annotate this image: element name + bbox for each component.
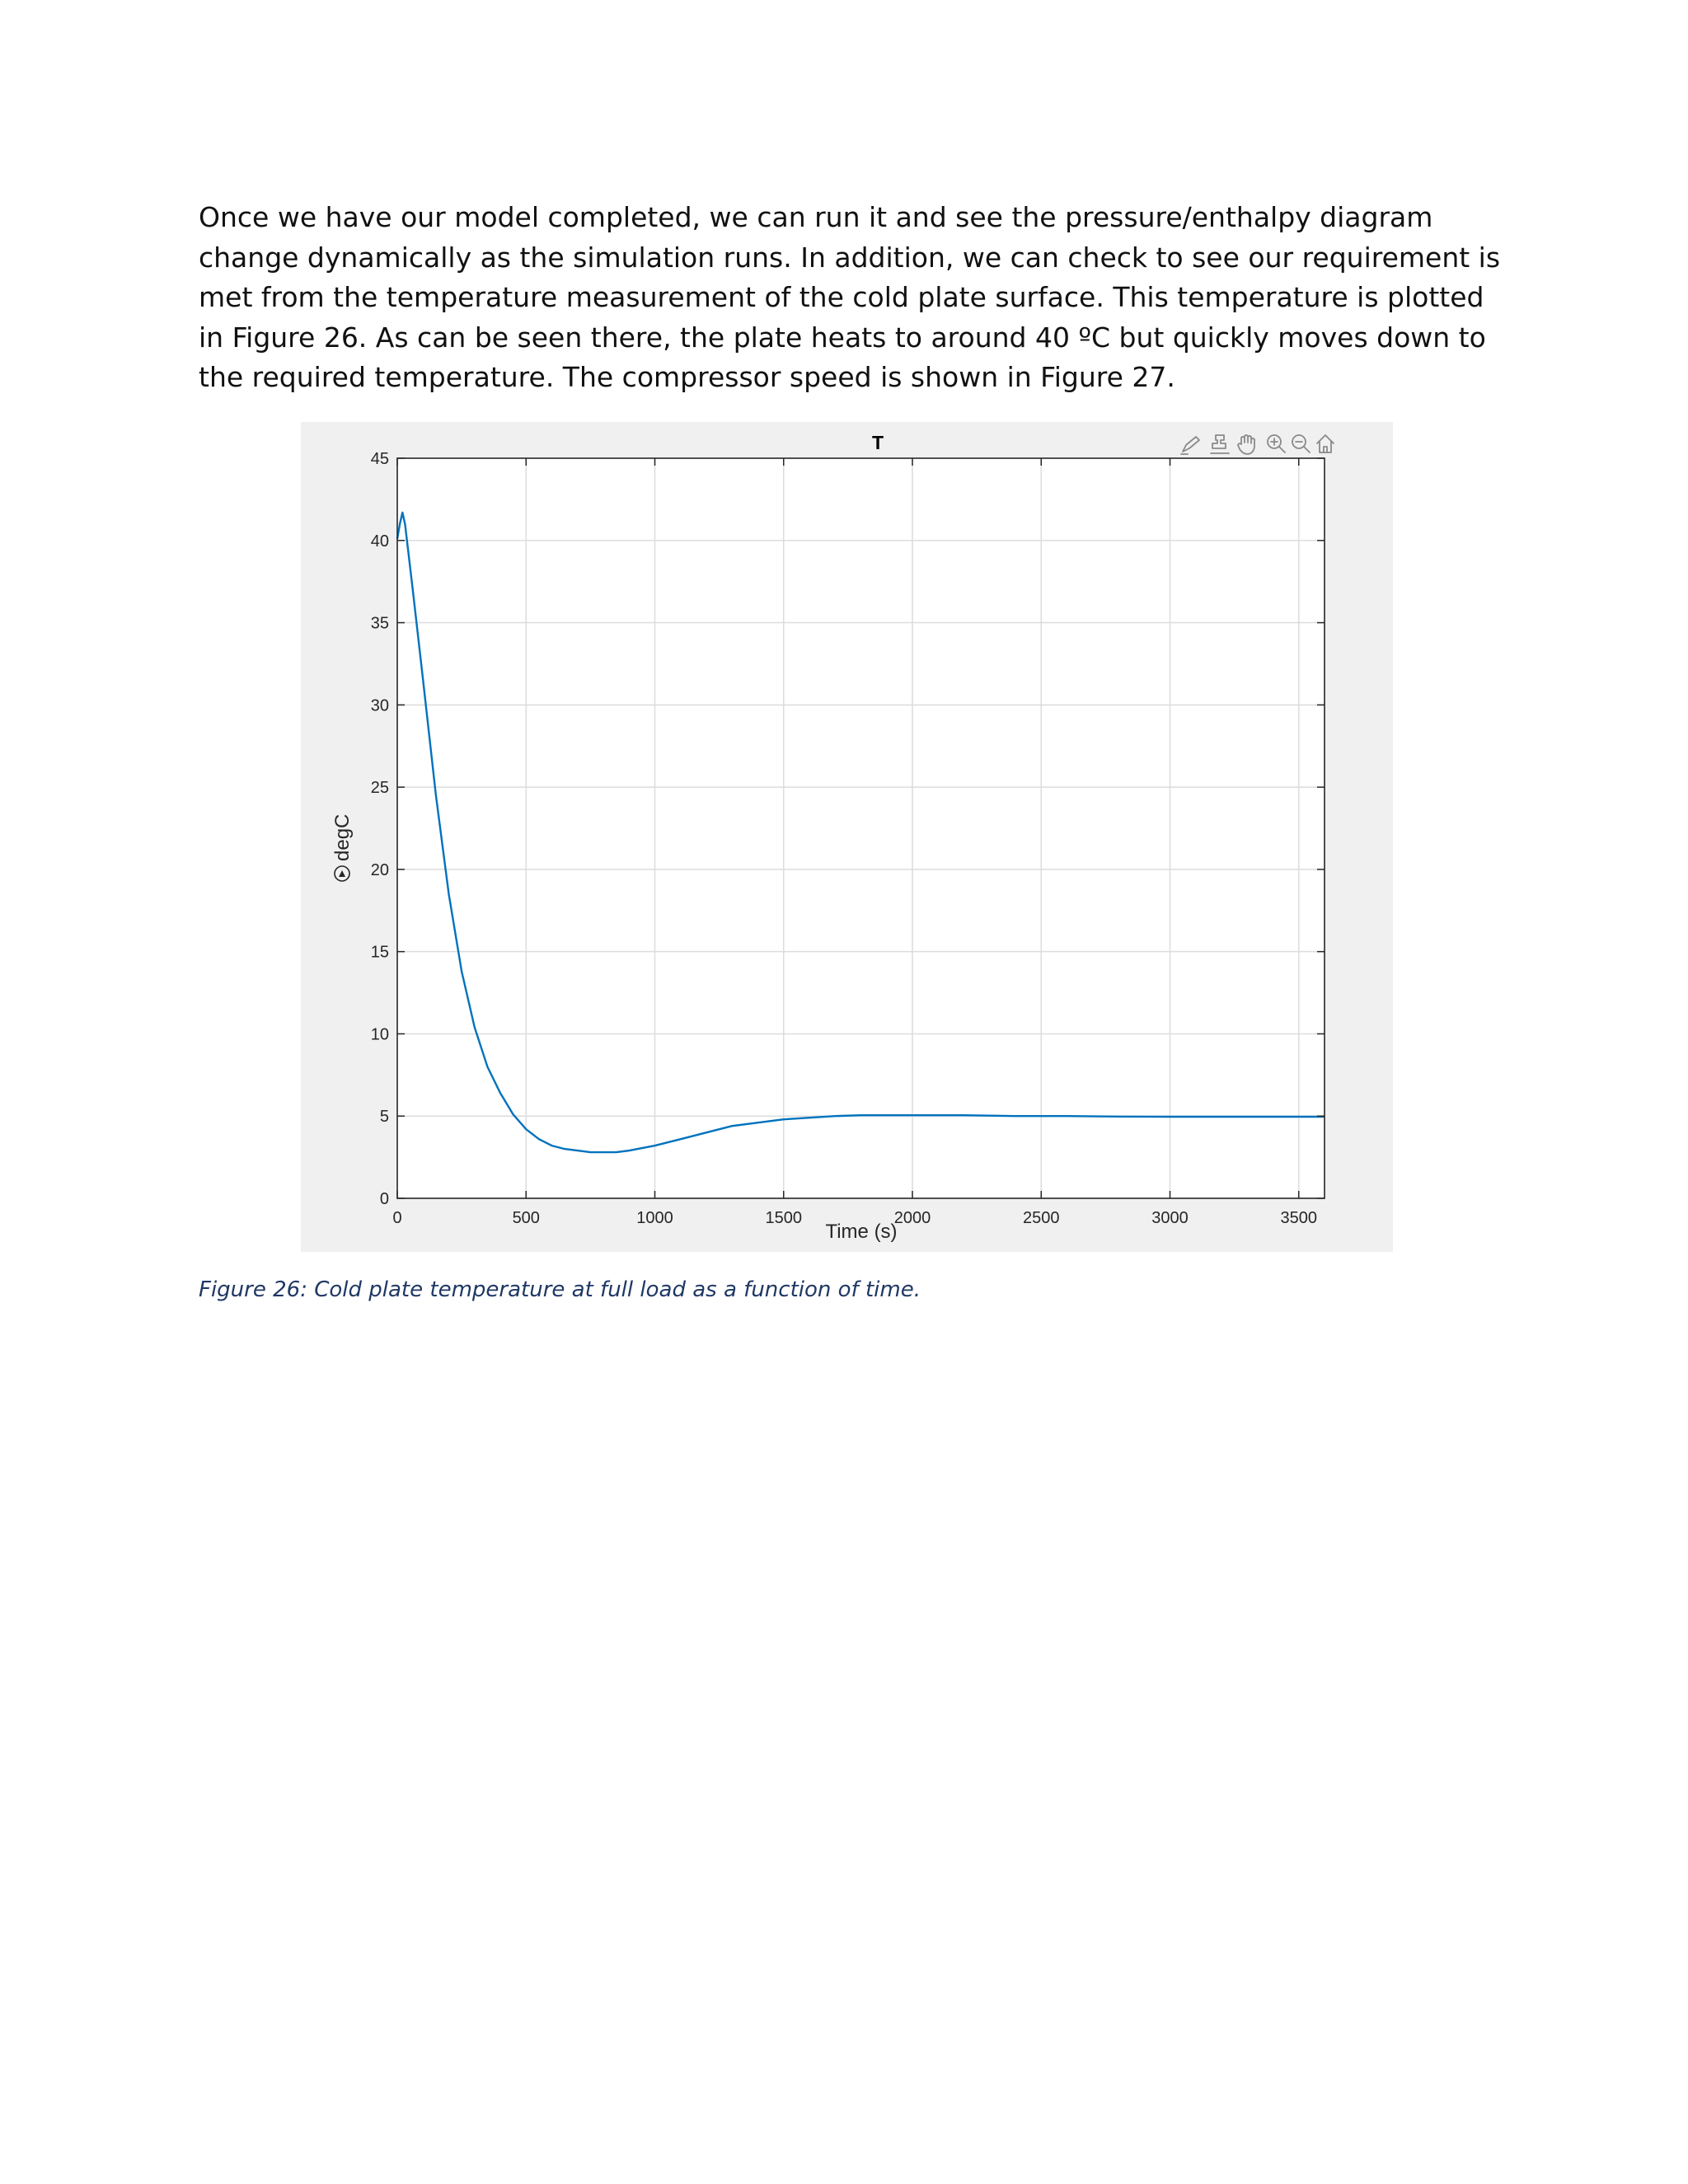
- figure-panel: [301, 422, 1393, 1252]
- y-tick-label: 45: [370, 450, 389, 468]
- y-tick-label: 5: [379, 1108, 389, 1127]
- brush-icon[interactable]: [1181, 437, 1199, 454]
- y-tick-label: 15: [370, 943, 389, 962]
- y-tick-label: 30: [370, 696, 389, 715]
- x-tick-label: 0: [392, 1209, 402, 1227]
- x-tick-label: 1000: [636, 1209, 673, 1227]
- y-tick-label: 40: [370, 532, 389, 551]
- zoom-out-icon[interactable]: [1292, 435, 1310, 452]
- y-axis-label-group[interactable]: [331, 814, 354, 881]
- x-tick-label: 3000: [1151, 1209, 1189, 1227]
- y-tick-label: 25: [370, 779, 389, 798]
- y-tick-label: 0: [379, 1190, 389, 1208]
- data-tips-icon[interactable]: [1211, 435, 1229, 453]
- y-tick-label: 35: [370, 614, 389, 633]
- y-axis-label: degC: [331, 813, 354, 861]
- plot-area[interactable]: [397, 458, 1325, 1198]
- chart-title: T: [871, 432, 884, 453]
- y-tick-label: 10: [370, 1025, 389, 1044]
- y-tick-label: 20: [370, 860, 389, 879]
- x-tick-label: 500: [512, 1209, 540, 1227]
- temperature-chart[interactable]: [301, 422, 1393, 1252]
- x-tick-label: 2500: [1023, 1209, 1060, 1227]
- x-tick-label: 3500: [1280, 1209, 1317, 1227]
- axes-toolbar: [1181, 435, 1334, 454]
- x-tick-label: 1500: [765, 1209, 802, 1227]
- zoom-in-icon[interactable]: [1268, 435, 1285, 452]
- pan-hand-icon[interactable]: [1238, 435, 1254, 454]
- x-axis-label: Time (s): [825, 1221, 898, 1243]
- home-icon[interactable]: [1317, 435, 1334, 452]
- body-paragraph: Once we have our model completed, we can run it and see the pressure/enthalpy diagram change dynamically as the simulation runs. In addition, we can check to see our requirement is met from the temperature measurement of the cold plate surface. This temperature is plotted in Figure 26. As can be seen there, the plate heats to around 40 ºC but quickly moves down to the required temperature. The compressor speed is shown in Figure 27.: [199, 201, 1501, 393]
- unit-selector-icon[interactable]: [335, 866, 349, 881]
- x-tick-label: 2000: [893, 1209, 931, 1227]
- figure-caption: Figure 26: Cold plate temperature at full load as a function of time.: [199, 1277, 921, 1302]
